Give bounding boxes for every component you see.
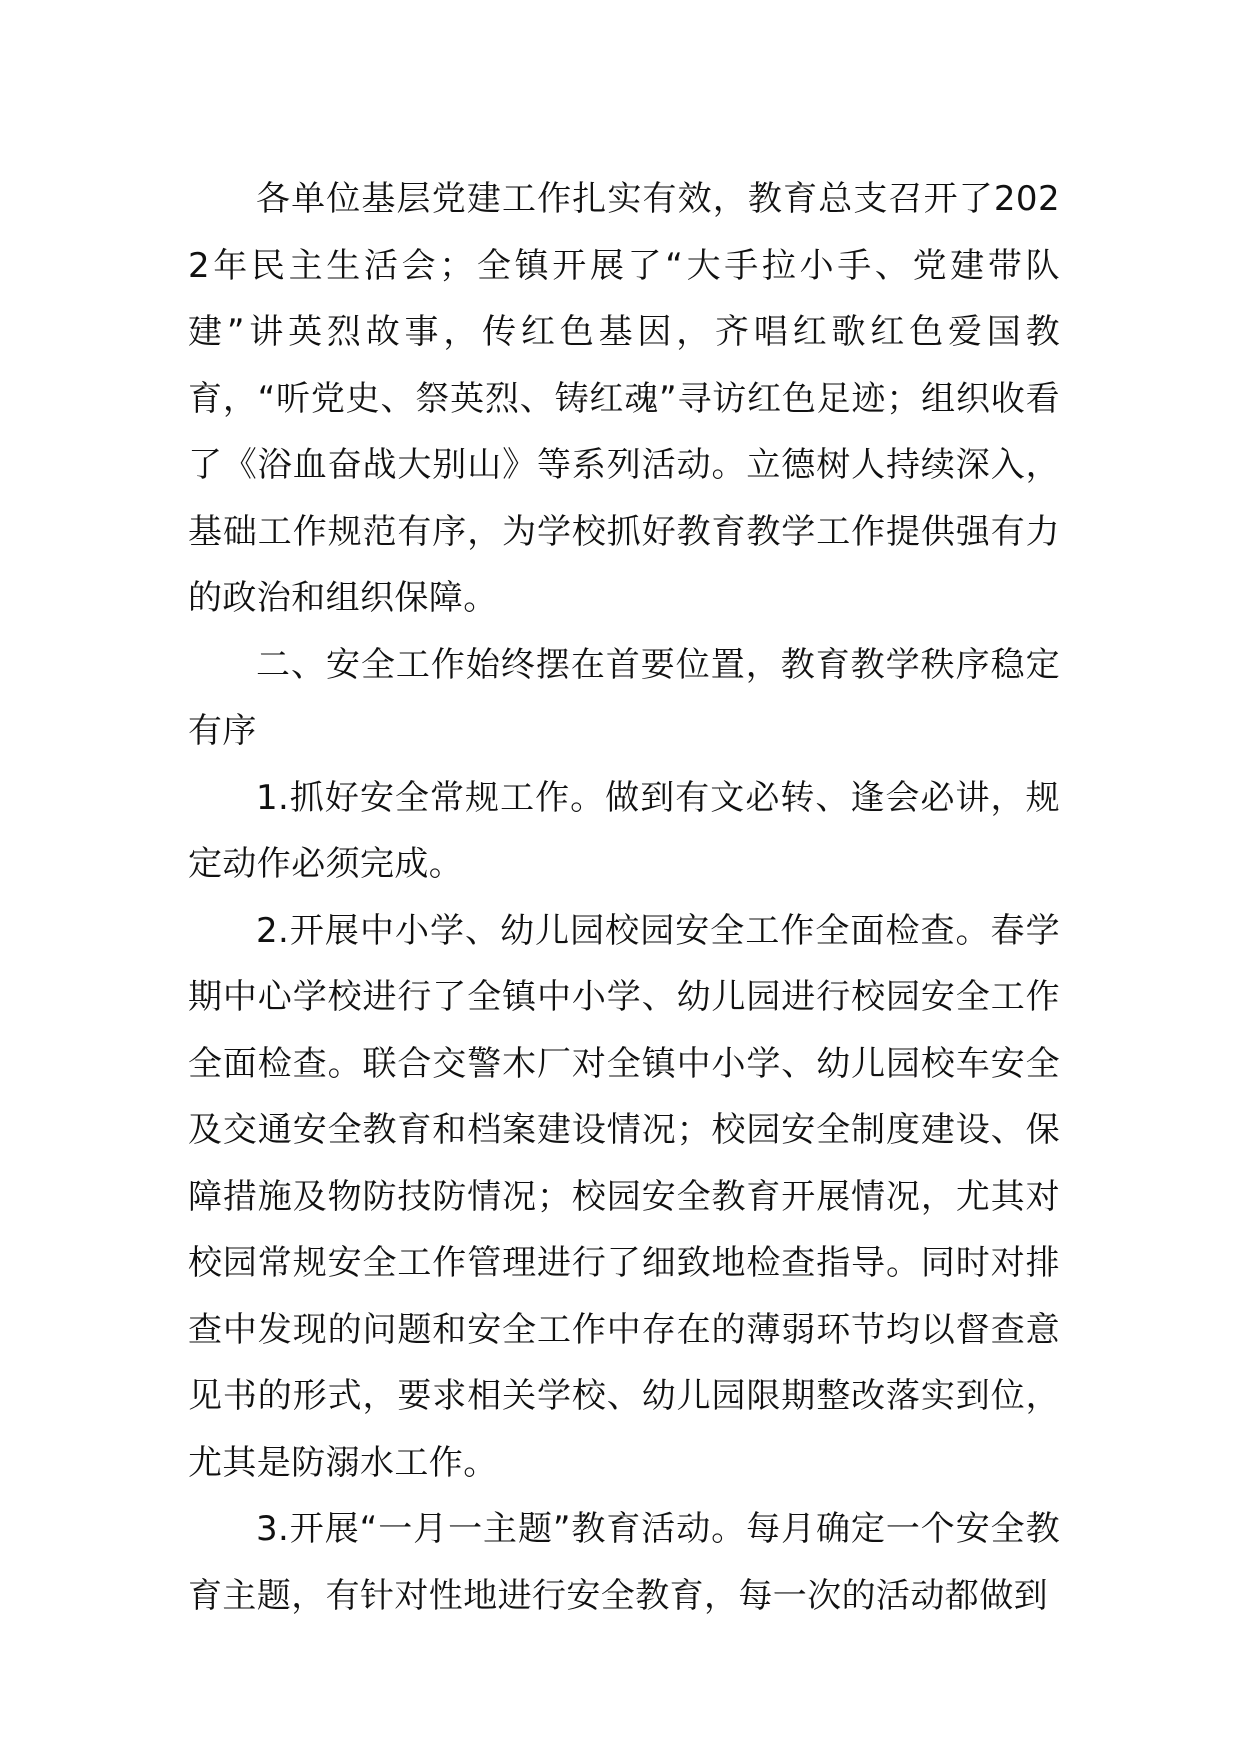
- paragraph-item-3: 3.开展“一月一主题”教育活动。每月确定一个安全教育主题，有针对性地进行安全教育，每一次的活动都做到: [188, 1509, 1060, 1616]
- paragraph-item-2: 2.开展中小学、幼儿园校园安全工作全面检查。春学期中心学校进行了全镇中小学、幼儿园进行校园安全工作全面检查。联合交警木厂对全镇中小学、幼儿园校车安全及交通安全教育和档案建设情况；校园安全制度建设、保障措施及物防技防情况；校园安全教育开展情况，尤其对校园常规安全工作管理进行了细致地检查指导。同时对排查中发现的问题和安全工作中存在的薄弱环节均以督查意见书的形式，要求相关学校、幼儿园限期整改落实到位，尤其是防溺水工作。: [188, 910, 1060, 1483]
- section-heading-safety: 二、安全工作始终摆在首要位置，教育教学秩序稳定有序: [188, 644, 1060, 751]
- paragraph-item-1: 1.抓好安全常规工作。做到有文必转、逢会必讲，规定动作必须完成。: [188, 777, 1060, 884]
- paragraph-party-building: 各单位基层党建工作扎实有效，教育总支召开了2022年民主生活会；全镇开展了“大手拉小手、党建带队建”讲英烈故事，传红色基因，齐唱红歌红色爱国教育，“听党史、祭英烈、铸红魂”寻访红色足迹；组织收看了《浴血奋战大别山》等系列活动。立德树人持续深入，基础工作规范有序，为学校抓好教育教学工作提供强有力的政治和组织保障。: [188, 179, 1060, 618]
- document-body: [188, 166, 1060, 1629]
